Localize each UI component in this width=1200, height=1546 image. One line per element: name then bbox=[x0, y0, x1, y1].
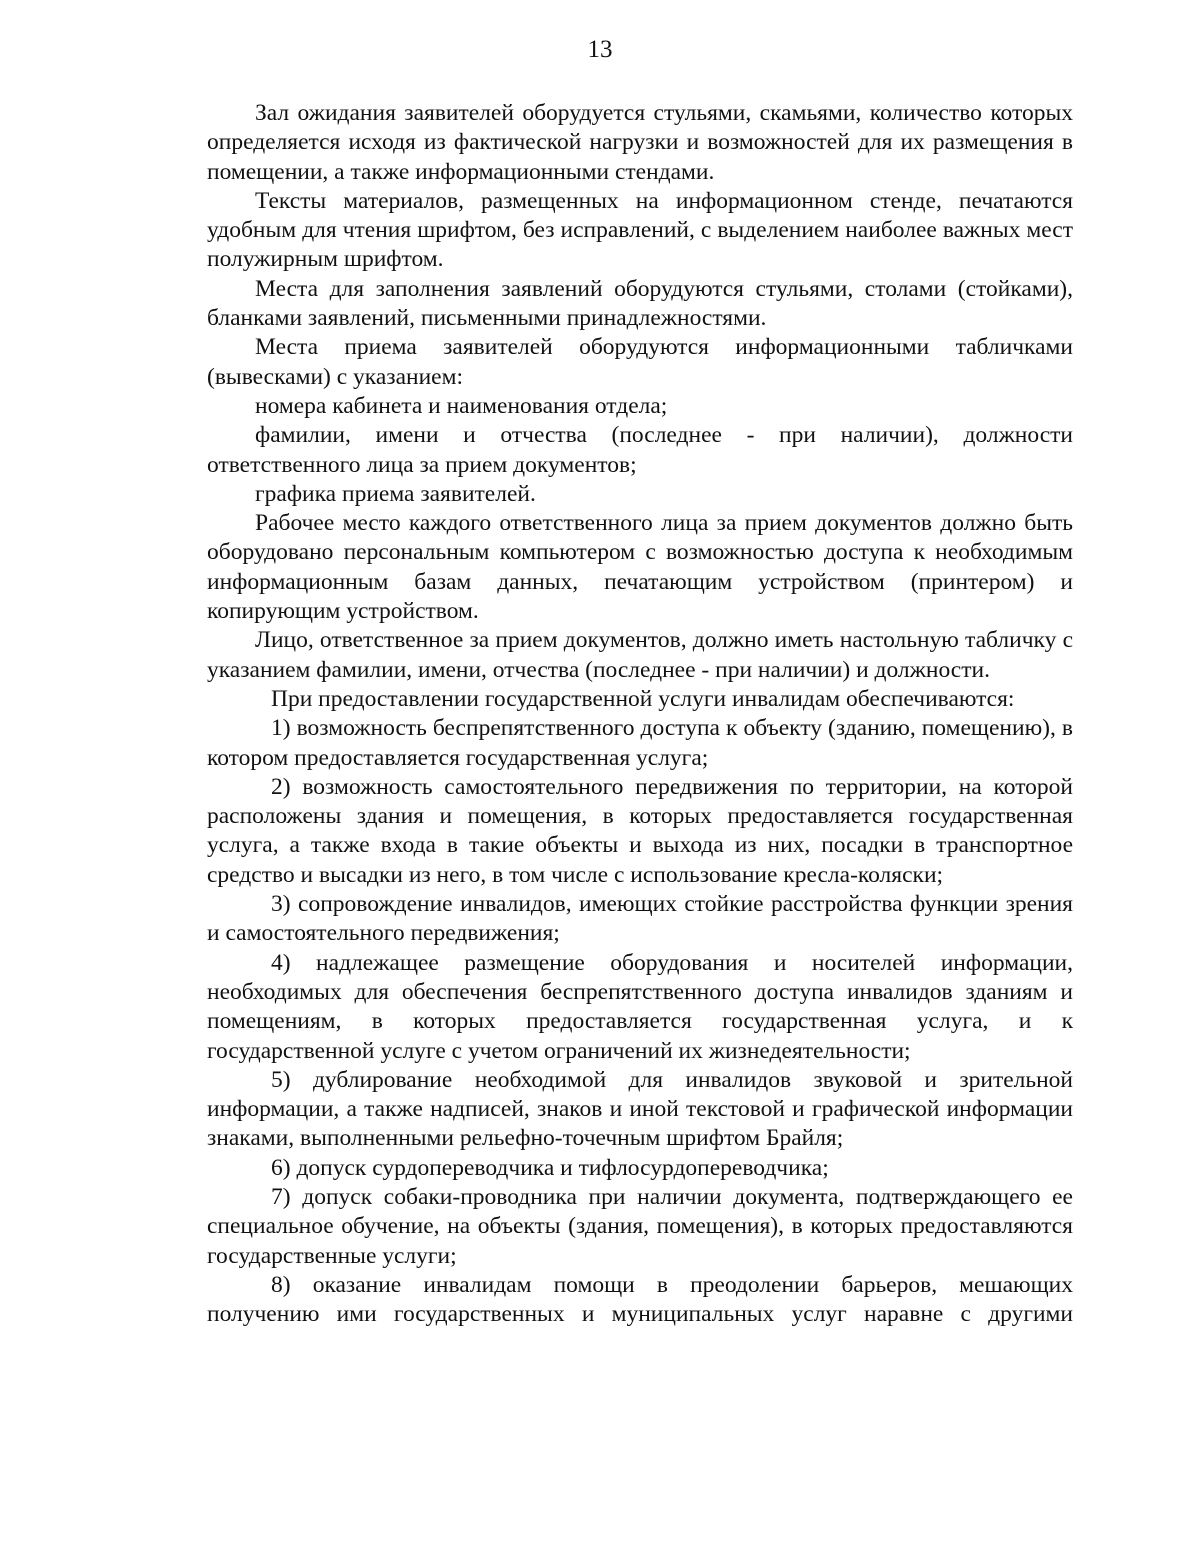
list-item-7: 7) допуск собаки-проводника при наличии документа, подтверждающего ее специальное обучение, на объекты (здания, помещения), в которых предоставляются государственные услуги; bbox=[207, 1183, 1073, 1269]
paragraph-nameplate: Лицо, ответственное за прием документов, должно иметь настольную табличку с указанием фамилии, имени, отчества (последнее - при наличии) и должности. bbox=[207, 627, 1073, 683]
list-item-2: 2) возможность самостоятельного передвижения по территории, на которой расположены здания и помещения, в которых предоставляется государственная услуга, а также входа в такие объекты и выхода из них, посадки в транспортное средство и высадки из него, в том числе с использование кресла-коляски; bbox=[207, 773, 1073, 888]
paragraph-filling-places: Места для заполнения заявлений оборудуются стульями, столами (стойками), бланками заявлений, письменными принадлежностями. bbox=[207, 275, 1073, 332]
document-body bbox=[207, 99, 1073, 1329]
paragraph-reception-places: Места приема заявителей оборудуются информационными табличками (вывесками) с указанием: bbox=[207, 334, 1073, 390]
paragraph-workplace: Рабочее место каждого ответственного лица за прием документов должно быть оборудовано персональным компьютером с возможностью доступа к необходимым информационным базам данных, печатающим устройством (принтером) и копирующим устройством. bbox=[207, 510, 1073, 625]
list-item-6: 6) допуск сурдопереводчика и тифлосурдопереводчика; bbox=[271, 1154, 829, 1181]
list-item-3: 3) сопровождение инвалидов, имеющих стойкие расстройства функции зрения и самостоятельного передвижения; bbox=[207, 891, 1073, 947]
list-item-4: 4) надлежащее размещение оборудования и носителей информации, необходимых для обеспечения беспрепятственного доступа инвалидов зданиям и помещениям, в которых предоставляется государственная услуга, и к государственной услуге с учетом ограничений их жизнедеятельности; bbox=[207, 949, 1073, 1064]
paragraph-waiting-hall: Зал ожидания заявителей оборудуется стульями, скамьями, количество которых определяется исходя из фактической нагрузки и возможностей для их размещения в помещении, а также информационными стендами. bbox=[207, 100, 1073, 185]
list-item-1: 1) возможность беспрепятственного доступа к объекту (зданию, помещению), в котором предоставляется государственная услуга; bbox=[207, 715, 1073, 771]
paragraph-responsible-name: фамилии, имени и отчества (последнее - при наличии), должности ответственного лица за прием документов; bbox=[207, 422, 1073, 478]
paragraph-cabinet-number: номера кабинета и наименования отдела; bbox=[255, 392, 668, 419]
paragraph-stand-texts: Тексты материалов, размещенных на информационном стенде, печатаются удобным для чтения шрифтом, без исправлений, с выделением наиболее важных мест полужирным шрифтом. bbox=[207, 187, 1073, 273]
page-number: 13 bbox=[587, 36, 613, 63]
list-item-5: 5) дублирование необходимой для инвалидов звуковой и зрительной информации, а также надписей, знаков и иной текстовой и графической информации знаками, выполненными рельефно-точечным шрифтом Брайля; bbox=[207, 1066, 1073, 1152]
paragraph-schedule: графика приема заявителей. bbox=[255, 480, 536, 507]
list-item-8: 8) оказание инвалидам помощи в преодолении барьеров, мешающих получению ими государственных и муниципальных услуг наравне с другими bbox=[207, 1271, 1073, 1328]
paragraph-disabled-provisions: При предоставлении государственной услуги инвалидам обеспечиваются: bbox=[271, 685, 1015, 712]
